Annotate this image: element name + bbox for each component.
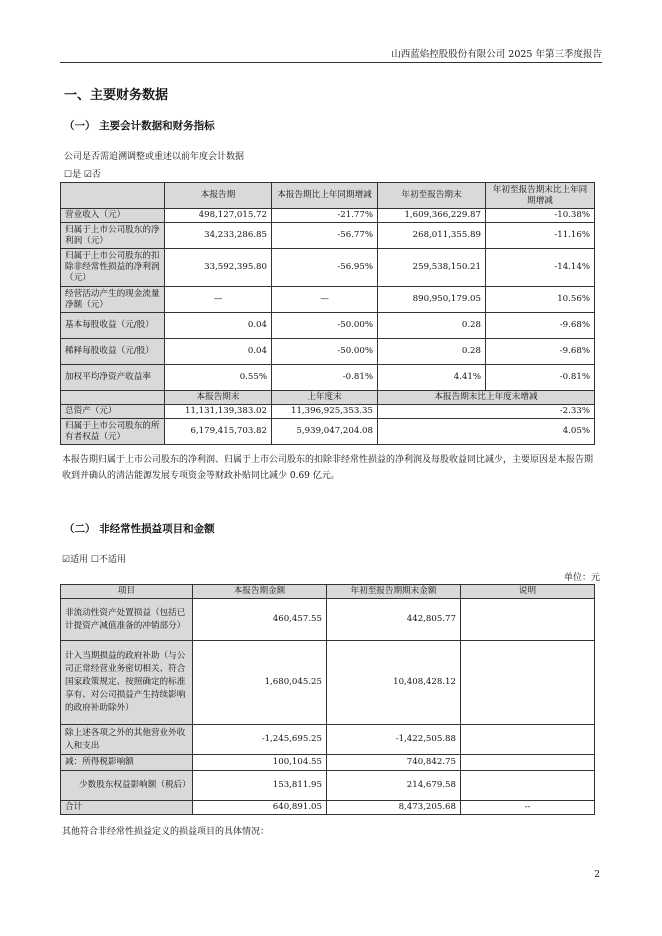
value-cell: -50.00% <box>272 339 378 365</box>
value-cell: 6,179,415,703.82 <box>165 419 272 445</box>
table-row <box>61 725 595 755</box>
table-row <box>61 801 595 815</box>
header-cell: 年初至报告期末 <box>378 183 486 209</box>
table-row <box>61 287 595 313</box>
table-row <box>61 771 595 801</box>
value-cell: 442,805.77 <box>327 599 461 641</box>
non-recurring-items-table <box>60 584 595 815</box>
row-label: 除上述各项之外的其他营业外收入和支出 <box>61 725 193 755</box>
value-cell: -11.16% <box>486 223 595 249</box>
value-cell: -2.33% <box>378 405 595 419</box>
table-row <box>61 641 595 725</box>
row-label: 基本每股收益（元/股） <box>61 313 165 339</box>
value-cell: 0.04 <box>165 313 272 339</box>
value-cell: 1,609,366,229.87 <box>378 209 486 223</box>
value-cell: -0.81% <box>272 365 378 391</box>
value-cell: 11,396,925,353.35 <box>272 405 378 419</box>
value-cell: — <box>165 287 272 313</box>
value-cell: 34,233,286.85 <box>165 223 272 249</box>
value-cell: 0.55% <box>165 365 272 391</box>
value-cell: 1,680,045.25 <box>193 641 327 725</box>
financial-data-table <box>60 182 595 445</box>
table-row <box>61 339 595 365</box>
table-row <box>61 405 595 419</box>
value-cell: 11,131,139,383.02 <box>165 405 272 419</box>
subsection-title-1: （一） 主要会计数据和财务指标 <box>64 120 215 132</box>
value-cell: 640,891.05 <box>193 801 327 815</box>
page-number: 2 <box>594 870 600 880</box>
note-cell <box>461 599 595 641</box>
value-cell: -1,422,505.88 <box>327 725 461 755</box>
row-label: 减：所得税影响额 <box>61 755 193 771</box>
value-cell: 268,011,355.89 <box>378 223 486 249</box>
header-cell: 本报告期比上年同期增减 <box>272 183 378 209</box>
header-cell: 上年度末 <box>272 391 378 405</box>
value-cell: 890,950,179.05 <box>378 287 486 313</box>
other-items-note: 其他符合非经常性损益定义的损益项目的具体情况： <box>62 827 270 837</box>
value-cell: -9.68% <box>486 339 595 365</box>
value-cell: 740,842.75 <box>327 755 461 771</box>
header-cell <box>61 183 165 209</box>
header-cell: 本报告期末比上年度末增减 <box>378 391 595 405</box>
explanation-note: 本报告期归属于上市公司股东的净利润、归属于上市公司股东的扣除非经常性损益的净利润及每股收益同比减少，主要原因是本报告期收到并确认的清洁能源发展专项资金等财政补贴同比减少 0.69 亿元。 <box>62 455 594 481</box>
value-cell: 460,457.55 <box>193 599 327 641</box>
restate-options: ☐是 ☑否 <box>64 170 101 180</box>
apply-options: ☑适用 ☐不适用 <box>62 555 126 565</box>
value-cell: -56.95% <box>272 249 378 287</box>
unit-label: 单位：元 <box>563 573 600 583</box>
value-cell: 4.05% <box>378 419 595 445</box>
table-row <box>61 209 595 223</box>
row-label: 归属于上市公司股东的所有者权益（元） <box>61 419 165 445</box>
value-cell: -9.68% <box>486 313 595 339</box>
value-cell: -1,245,695.25 <box>193 725 327 755</box>
value-cell: 10,408,428.12 <box>327 641 461 725</box>
header-cell: 项目 <box>61 585 193 599</box>
value-cell: 0.28 <box>378 339 486 365</box>
value-cell: 214,679.58 <box>327 771 461 801</box>
section-title: 一、主要财务数据 <box>64 88 169 103</box>
value-cell: 498,127,015.72 <box>165 209 272 223</box>
row-label: 少数股东权益影响额（税后） <box>61 771 193 801</box>
header-cell <box>61 391 165 405</box>
value-cell: 100,104.55 <box>193 755 327 771</box>
header-cell: 年初至报告期末比上年同期增减 <box>486 183 595 209</box>
table-row <box>61 755 595 771</box>
value-cell: 5,939,047,204.08 <box>272 419 378 445</box>
value-cell: 0.04 <box>165 339 272 365</box>
value-cell: -56.77% <box>272 223 378 249</box>
value-cell: 8,473,205.68 <box>327 801 461 815</box>
table-row <box>61 419 595 445</box>
row-label: 归属于上市公司股东的净利润（元） <box>61 223 165 249</box>
value-cell: 4.41% <box>378 365 486 391</box>
row-label: 归属于上市公司股东的扣除非经常性损益的净利润（元） <box>61 249 165 287</box>
header-cell: 说明 <box>461 585 595 599</box>
value-cell: -10.38% <box>486 209 595 223</box>
value-cell: — <box>272 287 378 313</box>
value-cell: 153,811.95 <box>193 771 327 801</box>
value-cell: 259,538,150.21 <box>378 249 486 287</box>
table-header-row <box>61 183 595 209</box>
table-row <box>61 249 595 287</box>
table-row <box>61 223 595 249</box>
row-label: 合计 <box>61 801 193 815</box>
table-header-row <box>61 585 595 599</box>
value-cell: 33,592,395.80 <box>165 249 272 287</box>
note-cell <box>461 725 595 755</box>
value-cell: 0.28 <box>378 313 486 339</box>
row-label: 营业收入（元） <box>61 209 165 223</box>
table-subheader-row <box>61 391 595 405</box>
value-cell: 10.56% <box>486 287 595 313</box>
value-cell: -21.77% <box>272 209 378 223</box>
header-cell: 本报告期金额 <box>193 585 327 599</box>
report-header: 山西蓝焰控股股份有限公司 2025 年第三季度报告 <box>391 49 602 60</box>
header-cell: 本报告期 <box>165 183 272 209</box>
restate-question: 公司是否需追溯调整或重述以前年度会计数据 <box>64 152 245 162</box>
value-cell: -0.81% <box>486 365 595 391</box>
row-label: 计入当期损益的政府补助（与公司正常经营业务密切相关、符合国家政策规定、按照确定的标准享有、对公司损益产生持续影响的政府补助除外） <box>61 641 193 725</box>
value-cell: -14.14% <box>486 249 595 287</box>
subsection-title-2: （二） 非经常性损益项目和金额 <box>64 523 215 535</box>
note-cell <box>461 641 595 725</box>
header-cell: 年初至报告期期末金额 <box>327 585 461 599</box>
value-cell: -50.00% <box>272 313 378 339</box>
note-cell <box>461 755 595 771</box>
row-label: 稀释每股收益（元/股） <box>61 339 165 365</box>
note-cell <box>461 771 595 801</box>
row-label: 加权平均净资产收益率 <box>61 365 165 391</box>
note-cell: -- <box>461 801 595 815</box>
table-row <box>61 599 595 641</box>
row-label: 经营活动产生的现金流量净额（元） <box>61 287 165 313</box>
header-divider <box>60 62 602 63</box>
header-cell: 本报告期末 <box>165 391 272 405</box>
table-row <box>61 365 595 391</box>
row-label: 非流动性资产处置损益（包括已计提资产减值准备的冲销部分） <box>61 599 193 641</box>
row-label: 总资产（元） <box>61 405 165 419</box>
table-row <box>61 313 595 339</box>
